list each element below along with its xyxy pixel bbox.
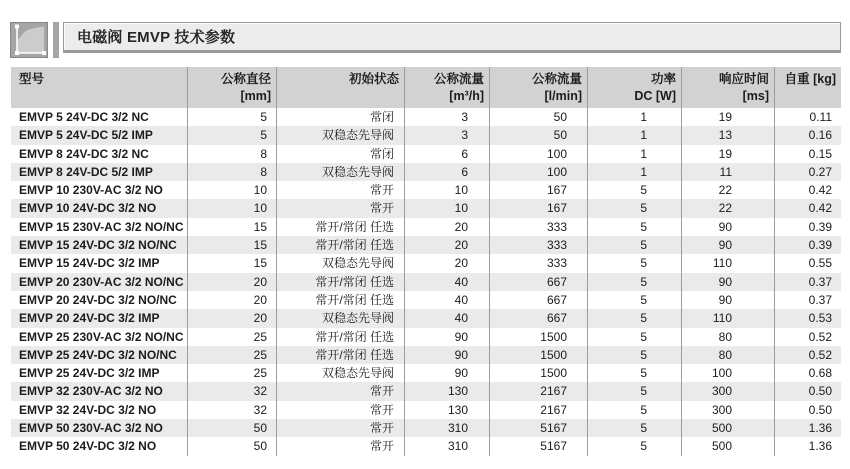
value-cell: 167 (490, 199, 588, 217)
value-cell: 1500 (490, 328, 588, 346)
chart-curve-icon (10, 22, 48, 58)
model-cell: EMVP 25 24V-DC 3/2 IMP (11, 364, 188, 382)
parameters-table (11, 67, 841, 456)
table-row (11, 108, 841, 126)
value-cell: 22 (682, 181, 775, 199)
table-row (11, 401, 841, 419)
value-cell: 5 (588, 401, 682, 419)
table-row (11, 181, 841, 199)
value-cell: 10 (188, 181, 277, 199)
value-cell: 40 (405, 309, 490, 327)
value-cell: 100 (490, 163, 588, 181)
value-cell: 1 (588, 108, 682, 126)
value-cell: 333 (490, 254, 588, 272)
value-cell: 32 (188, 401, 277, 419)
model-cell: EMVP 8 24V-DC 5/2 IMP (11, 163, 188, 181)
value-cell: 500 (682, 437, 775, 455)
value-cell: 常开/常闭 任选 (277, 346, 405, 364)
value-cell: 常开 (277, 401, 405, 419)
value-cell: 5 (588, 419, 682, 437)
value-cell: 5 (588, 254, 682, 272)
table-row (11, 309, 841, 327)
value-cell: 100 (682, 364, 775, 382)
value-cell: 11 (682, 163, 775, 181)
value-cell: 0.27 (808, 164, 832, 179)
value-cell: 310 (405, 419, 490, 437)
value-cell: 常开/常闭 任选 (277, 218, 405, 236)
column-label: 功率 (650, 72, 676, 86)
value-cell: 1 (588, 145, 682, 163)
column-unit: [ms] (742, 89, 769, 103)
value-cell: 常开/常闭 任选 (277, 273, 405, 291)
value-cell: 常开/常闭 任选 (277, 236, 405, 254)
value-cell: 167 (490, 181, 588, 199)
value-cell: 0.16 (808, 128, 832, 143)
model-cell: EMVP 50 230V-AC 3/2 NO (11, 419, 188, 437)
title-bar (10, 22, 841, 58)
table-row (11, 364, 841, 382)
table-row (11, 218, 841, 236)
column-label: 初始状态 (348, 72, 399, 86)
column-unit: [l/min] (544, 89, 582, 103)
value-cell: 50 (188, 419, 277, 437)
value-cell: 0.55 (808, 256, 832, 271)
value-cell: 20 (188, 309, 277, 327)
model-cell: EMVP 50 24V-DC 3/2 NO (11, 437, 188, 455)
value-cell: 22 (682, 199, 775, 217)
table-row (11, 126, 841, 144)
value-cell: 90 (682, 273, 775, 291)
table-row (11, 419, 841, 437)
table-row (11, 199, 841, 217)
table-body (11, 108, 841, 456)
value-cell: 2167 (490, 382, 588, 400)
value-cell: 常开 (277, 419, 405, 437)
value-cell: 5 (588, 309, 682, 327)
value-cell: 20 (405, 236, 490, 254)
value-cell: 15 (188, 236, 277, 254)
value-cell: 常开 (277, 199, 405, 217)
model-cell: EMVP 20 24V-DC 3/2 NO/NC (11, 291, 188, 309)
value-cell: 1500 (490, 364, 588, 382)
table-row (11, 328, 841, 346)
table-row (11, 236, 841, 254)
model-cell: EMVP 25 24V-DC 3/2 NO/NC (11, 346, 188, 364)
value-cell: 25 (188, 346, 277, 364)
value-cell: 0.11 (809, 110, 832, 124)
value-cell: 常开 (277, 181, 405, 199)
value-cell: 0.39 (808, 219, 832, 234)
table-header-row (11, 67, 841, 108)
value-cell: 19 (682, 145, 775, 163)
value-cell: 5 (188, 126, 277, 144)
value-cell: 3 (405, 126, 490, 144)
column-unit: [mm] (240, 89, 271, 103)
value-cell: 110 (682, 254, 775, 272)
value-cell: 20 (188, 273, 277, 291)
value-cell: 50 (490, 126, 588, 144)
value-cell: 6 (405, 163, 490, 181)
value-cell: 90 (405, 346, 490, 364)
title-divider-strip (53, 22, 59, 58)
column-header (775, 67, 841, 108)
value-cell: 20 (405, 218, 490, 236)
value-cell: 667 (490, 273, 588, 291)
value-cell: 5 (588, 437, 682, 455)
table-row (11, 163, 841, 181)
model-cell: EMVP 20 230V-AC 3/2 NO/NC (11, 273, 188, 291)
model-cell: EMVP 10 24V-DC 3/2 NO (11, 199, 188, 217)
value-cell: 80 (682, 328, 775, 346)
column-label: 响应时间 (718, 72, 769, 86)
table-row (11, 291, 841, 309)
value-cell: 90 (682, 218, 775, 236)
value-cell: 3 (405, 108, 490, 126)
value-cell: 300 (682, 401, 775, 419)
model-cell: EMVP 5 24V-DC 5/2 IMP (11, 126, 188, 144)
column-header (490, 67, 588, 108)
value-cell: 1.36 (808, 421, 832, 436)
table-row (11, 346, 841, 364)
model-cell: EMVP 8 24V-DC 3/2 NC (11, 145, 188, 163)
model-cell: EMVP 20 24V-DC 3/2 IMP (11, 309, 188, 327)
value-cell: 5 (588, 273, 682, 291)
model-cell: EMVP 15 230V-AC 3/2 NO/NC (11, 218, 188, 236)
value-cell: 5 (188, 108, 277, 126)
value-cell: 5 (588, 328, 682, 346)
value-cell: 1 (588, 163, 682, 181)
value-cell: 6 (405, 145, 490, 163)
value-cell: 常开/常闭 任选 (277, 328, 405, 346)
value-cell: 0.37 (808, 274, 832, 289)
value-cell: 10 (405, 199, 490, 217)
value-cell: 0.68 (808, 366, 832, 381)
column-unit: [m³/h] (449, 89, 484, 103)
value-cell: 双稳态先导阀 (277, 364, 405, 382)
value-cell: 0.50 (808, 384, 832, 399)
value-cell: 90 (682, 291, 775, 309)
value-cell: 15 (188, 218, 277, 236)
column-header (405, 67, 490, 108)
value-cell: 25 (188, 364, 277, 382)
column-label: 公称流量 (433, 72, 484, 86)
table-row (11, 145, 841, 163)
value-cell: 25 (188, 328, 277, 346)
title-box (63, 22, 841, 53)
column-header (11, 67, 188, 108)
value-cell: 常开 (277, 382, 405, 400)
value-cell: 5 (588, 181, 682, 199)
value-cell: 8 (188, 163, 277, 181)
value-cell: 667 (490, 309, 588, 327)
column-label: 自重 [kg] (784, 72, 836, 86)
value-cell: 2167 (490, 401, 588, 419)
table-row (11, 437, 841, 455)
value-cell: 40 (405, 273, 490, 291)
value-cell: 10 (405, 181, 490, 199)
value-cell: 667 (490, 291, 588, 309)
value-cell: 双稳态先导阀 (277, 126, 405, 144)
page-title: 电磁阀 EMVP 技术参数 (77, 29, 236, 46)
value-cell: 5 (588, 382, 682, 400)
value-cell: 双稳态先导阀 (277, 254, 405, 272)
model-cell: EMVP 10 230V-AC 3/2 NO (11, 181, 188, 199)
value-cell: 1.36 (808, 439, 832, 454)
value-cell: 310 (405, 437, 490, 455)
value-cell: 40 (405, 291, 490, 309)
model-cell: EMVP 25 230V-AC 3/2 NO/NC (11, 328, 188, 346)
value-cell: 5 (588, 364, 682, 382)
value-cell: 5167 (490, 437, 588, 455)
value-cell: 0.42 (808, 201, 832, 216)
value-cell: 5 (588, 346, 682, 364)
value-cell: 5 (588, 218, 682, 236)
value-cell: 20 (188, 291, 277, 309)
value-cell: 50 (490, 108, 588, 126)
value-cell: 130 (405, 401, 490, 419)
value-cell: 5 (588, 199, 682, 217)
value-cell: 0.39 (808, 238, 832, 253)
column-header (588, 67, 682, 108)
table-row (11, 382, 841, 400)
value-cell: 0.52 (808, 329, 832, 344)
value-cell: 常开 (277, 437, 405, 455)
model-cell: EMVP 15 24V-DC 3/2 IMP (11, 254, 188, 272)
value-cell: 常开/常闭 任选 (277, 291, 405, 309)
value-cell: 1500 (490, 346, 588, 364)
model-cell: EMVP 5 24V-DC 3/2 NC (11, 108, 188, 126)
value-cell: 333 (490, 218, 588, 236)
value-cell: 8 (188, 145, 277, 163)
value-cell: 13 (682, 126, 775, 144)
value-cell: 90 (682, 236, 775, 254)
value-cell: 20 (405, 254, 490, 272)
column-header (188, 67, 277, 108)
value-cell: 32 (188, 382, 277, 400)
value-cell: 0.37 (808, 292, 832, 307)
value-cell: 90 (405, 364, 490, 382)
value-cell: 0.42 (808, 183, 832, 198)
value-cell: 5 (588, 236, 682, 254)
value-cell: 10 (188, 199, 277, 217)
column-unit: DC [W] (634, 89, 676, 103)
column-header (277, 67, 405, 108)
value-cell: 15 (188, 254, 277, 272)
model-cell: EMVP 15 24V-DC 3/2 NO/NC (11, 236, 188, 254)
value-cell: 1 (588, 126, 682, 144)
value-cell: 300 (682, 382, 775, 400)
value-cell: 0.50 (808, 402, 832, 417)
value-cell: 双稳态先导阀 (277, 163, 405, 181)
column-label: 公称直径 (220, 72, 271, 86)
value-cell: 500 (682, 419, 775, 437)
model-cell: EMVP 32 230V-AC 3/2 NO (11, 382, 188, 400)
value-cell: 333 (490, 236, 588, 254)
value-cell: 110 (682, 309, 775, 327)
value-cell: 50 (188, 437, 277, 455)
table-row (11, 254, 841, 272)
value-cell: 0.15 (808, 146, 832, 161)
value-cell: 19 (682, 108, 775, 126)
value-cell: 5 (588, 291, 682, 309)
value-cell: 常闭 (277, 145, 405, 163)
value-cell: 80 (682, 346, 775, 364)
value-cell: 双稳态先导阀 (277, 309, 405, 327)
value-cell: 100 (490, 145, 588, 163)
value-cell: 0.53 (808, 311, 832, 326)
value-cell: 90 (405, 328, 490, 346)
column-label: 型号 (19, 72, 45, 86)
value-cell: 5167 (490, 419, 588, 437)
value-cell: 常闭 (277, 108, 405, 126)
value-cell: 0.52 (808, 347, 832, 362)
column-label: 公称流量 (531, 72, 582, 86)
model-cell: EMVP 32 24V-DC 3/2 NO (11, 401, 188, 419)
column-header (682, 67, 775, 108)
table-row (11, 273, 841, 291)
value-cell: 130 (405, 382, 490, 400)
